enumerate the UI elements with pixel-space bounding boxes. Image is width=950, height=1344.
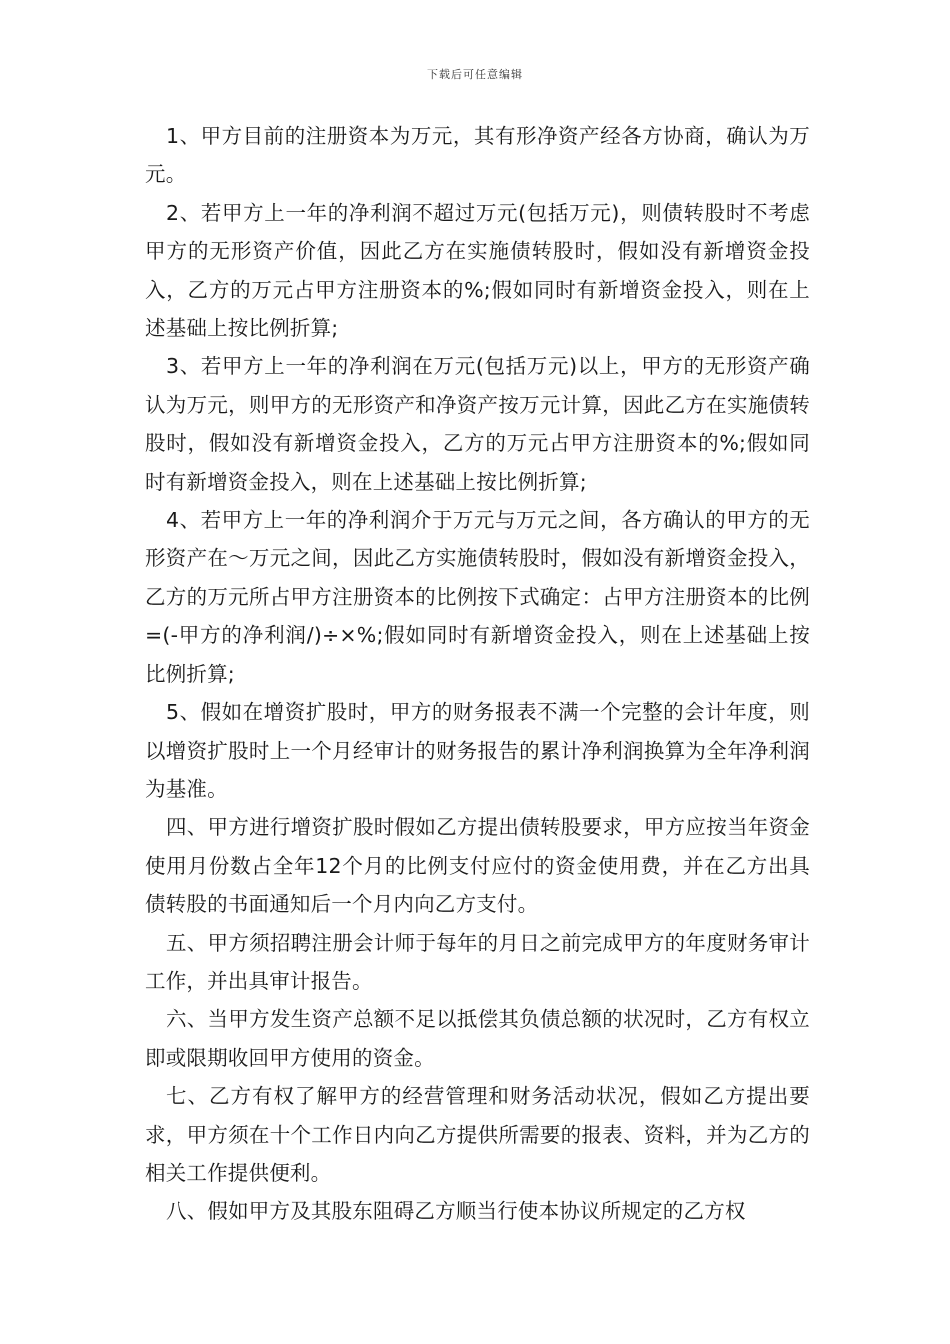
paragraph-clause-2: 2、若甲方上一年的净利润不超过万元(包括万元)，则债转股时不考虑甲方的无形资产价值，因此乙方在实施债转股时，假如没有新增资金投入，乙方的万元占甲方注册资本的%;假如同时有新增资金投入，则在上述基础上按比例折算;	[145, 200, 810, 341]
paragraph-clause-4: 4、若甲方上一年的净利润介于万元与万元之间，各方确认的甲方的无形资产在～万元之间，因此乙方实施债转股时，假如没有新增资金投入，乙方的万元所占甲方注册资本的比例按下式确定：占甲方注册资本的比例=(-甲方的净利润/)÷×%;假如同时有新增资金投入，则在上述基础上按比例折算;	[145, 508, 810, 686]
paragraph-clause-5: 5、假如在增资扩股时，甲方的财务报表不满一个完整的会计年度，则以增资扩股时上一个月经审计的财务报告的累计净利润换算为全年净利润为基准。	[145, 700, 810, 801]
paragraph-section-7: 七、乙方有权了解甲方的经营管理和财务活动状况，假如乙方提出要求，甲方须在十个工作日内向乙方提供所需要的报表、资料，并为乙方的相关工作提供便利。	[145, 1084, 810, 1185]
paragraph-section-8: 八、假如甲方及其股东阻碍乙方顺当行使本协议所规定的乙方权	[166, 1199, 746, 1224]
paragraph-section-5: 五、甲方须招聘注册会计师于每年的月日之前完成甲方的年度财务审计工作，并出具审计报告。	[145, 930, 810, 993]
paragraph-section-6: 六、当甲方发生资产总额不足以抵偿其负债总额的状况时，乙方有权立即或限期收回甲方使用的资金。	[145, 1007, 810, 1070]
document-body	[145, 117, 810, 1231]
paragraph-clause-3: 3、若甲方上一年的净利润在万元(包括万元)以上，甲方的无形资产确认为万元，则甲方的无形资产和净资产按万元计算，因此乙方在实施债转股时，假如没有新增资金投入，乙方的万元占甲方注册资本的%;假如同时有新增资金投入，则在上述基础上按比例折算;	[145, 354, 810, 494]
page-header: 下载后可任意编辑	[427, 68, 523, 81]
paragraph-clause-1: 1、甲方目前的注册资本为万元，其有形净资产经各方协商，确认为万元。	[145, 124, 810, 187]
paragraph-section-4: 四、甲方进行增资扩股时假如乙方提出债转股要求，甲方应按当年资金使用月份数占全年12个月的比例支付应付的资金使用费，并在乙方出具债转股的书面通知后一个月内向乙方支付。	[145, 815, 810, 917]
